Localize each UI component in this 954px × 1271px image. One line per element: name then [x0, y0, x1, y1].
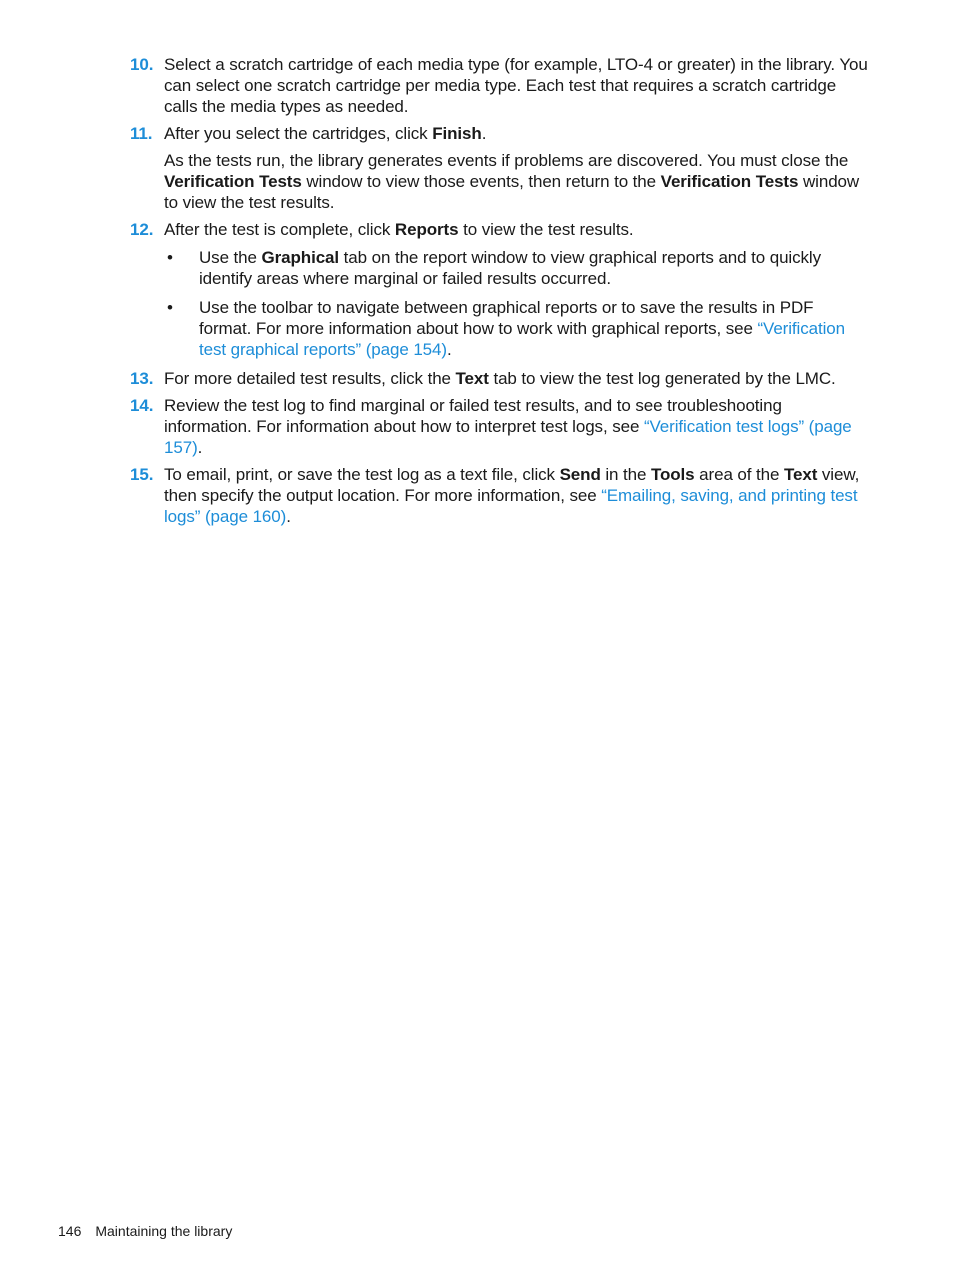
step-number: 12.: [130, 220, 154, 239]
cross-reference-link[interactable]: “Verification test logs” (page 157): [164, 417, 852, 457]
section-title: Maintaining the library: [95, 1223, 233, 1239]
step-number: 10.: [130, 55, 154, 74]
step-paragraph: [164, 464, 870, 527]
bullet-item: [164, 297, 870, 360]
step-number: 15.: [130, 465, 154, 484]
text-run: Use the: [199, 248, 262, 267]
bullet-list: [164, 247, 870, 360]
step-paragraph: [164, 368, 870, 389]
text-run: Select a scratch cartridge of each media type (for example, LTO-4 or greater) in the library. You can select one scratch cartridge per media type. Each test that requires a scratch cartridge calls the media types as needed.: [164, 55, 868, 116]
ui-term: Tools: [650, 465, 695, 484]
text-run: After the test is complete, click: [164, 220, 395, 239]
text-run: .: [481, 124, 487, 143]
text-run: Use the toolbar to navigate between graphical reports or to save the results in PDF format. For more information about how to work with graphical reports, see: [199, 298, 814, 338]
cross-reference-link[interactable]: “Emailing, saving, and printing test logs” (page 160): [164, 486, 858, 526]
page-number: 146: [58, 1223, 82, 1239]
step-number: 14.: [130, 396, 154, 415]
text-run: .: [446, 340, 452, 359]
text-run: .: [286, 507, 291, 526]
ui-term: Send: [559, 465, 601, 484]
text-run: After you select the cartridges, click: [164, 124, 433, 143]
ui-term: Verification Tests: [164, 172, 302, 191]
text-run: For more detailed test results, click the: [164, 369, 456, 388]
ui-term: Text: [783, 465, 818, 484]
text-run: To email, print, or save the test log as a text file, click: [164, 465, 560, 484]
step-14: [130, 395, 870, 458]
step-number: 13.: [130, 369, 154, 388]
bullet-marker: •: [167, 248, 173, 267]
step-10: [130, 54, 870, 117]
text-run: .: [197, 438, 203, 457]
text-run: tab on the report window to view graphical reports and to quickly identify areas where marginal or failed results occurred.: [199, 248, 821, 288]
ui-term: Finish: [432, 124, 482, 143]
step-paragraph: [164, 54, 870, 117]
cross-reference-link[interactable]: “Verification test graphical reports” (page 154): [199, 319, 845, 359]
text-run: window to view the test results.: [164, 172, 860, 212]
ui-term: Verification Tests: [660, 172, 799, 191]
bullet-item: [164, 247, 870, 289]
text-run: to view the test results.: [458, 220, 634, 239]
text-run: area of the: [694, 465, 784, 484]
text-run: view, then specify the output location. For more information, see: [164, 465, 860, 505]
step-12: [130, 219, 870, 360]
text-run: Review the test log to find marginal or failed test results, and to see troubleshooting information. For information about how to interpret test logs, see: [164, 396, 782, 436]
bullet-marker: •: [167, 298, 173, 317]
text-run: tab to view the test log generated by the LMC.: [488, 369, 836, 388]
step-number: 11.: [130, 124, 153, 143]
text-run: As the tests run, the library generates events if problems are discovered. You must close the: [164, 151, 849, 170]
step-paragraph: [164, 395, 870, 458]
step-paragraph: [164, 150, 870, 213]
document-body: [130, 54, 870, 533]
ui-term: Reports: [394, 220, 459, 239]
step-15: [130, 464, 870, 527]
text-run: in the: [600, 465, 651, 484]
step-paragraph: [164, 219, 870, 240]
text-run: window to view those events, then return to the: [301, 172, 661, 191]
ui-term: Graphical: [261, 248, 340, 267]
step-paragraph: [164, 123, 870, 144]
step-11: [130, 123, 870, 213]
page-footer: [58, 1222, 232, 1240]
ui-term: Text: [455, 369, 489, 388]
step-13: [130, 368, 870, 389]
